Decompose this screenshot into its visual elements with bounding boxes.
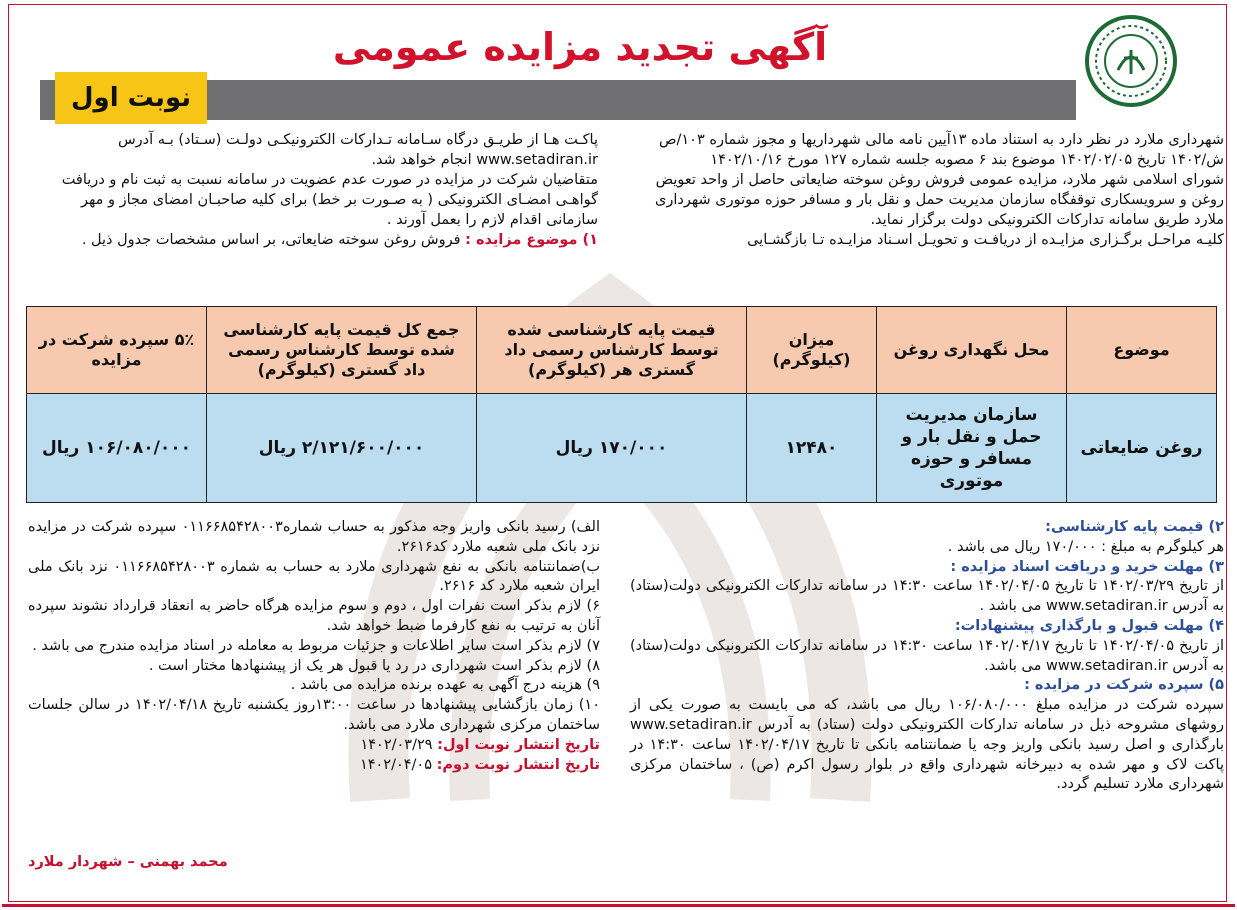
bottom-rule xyxy=(2,904,1235,907)
header-cell: محل نگهداری روغن xyxy=(877,307,1067,394)
term-item: ۹) هزینه درج آگهی به عهده برنده مزایده می باشد . xyxy=(290,677,600,694)
header-cell: میزان (کیلوگرم) xyxy=(747,307,877,394)
table-header-row xyxy=(27,307,1217,394)
terms-right xyxy=(630,518,1224,795)
publication-second-date: ۱۴۰۲/۰۴/۰۵ xyxy=(359,756,433,773)
table-cell: روغن ضایعاتی xyxy=(1067,394,1217,503)
header-cell: ۵٪ سپرده شرکت در مزایده xyxy=(27,307,207,394)
table-cell: ۱۷۰/۰۰۰ ریال xyxy=(477,394,747,503)
intro-line: متقاضیان شرکت در مزایده در صورت عدم عضویت در سامانه نسبت به ثبت نام و دریافت xyxy=(61,172,598,188)
first-round-badge: نوبت اول xyxy=(55,72,207,124)
intro-line: گواهـی امضـای الکترونیکی ( به صـورت بر خط) برای کلیه صاحبـان امضای مجاز و مهر xyxy=(80,192,598,208)
term-item: ۷) لازم بذکر است سایر اطلاعات و جزئیات مربوط به معامله در اسناد مزایده مندرج می باشد . xyxy=(32,637,600,654)
publication-first-date: ۱۴۰۲/۰۳/۲۹ xyxy=(360,736,433,753)
term-item: ۶) لازم بذکر است نفرات اول ، دوم و سوم مزایده هرگاه حاضر به انعقاد قرارداد نشوند سپرده آنان به ترتیب به نفع کارفرما ضبط خواهد شد. xyxy=(28,598,600,634)
mayor-signature: محمد بهمنی – شهردار ملارد xyxy=(28,854,228,870)
section-heading: ۳) مهلت خرید و دریافت اسناد مزایده : xyxy=(950,558,1224,575)
table-cell: ۱۲۴۸۰ xyxy=(747,394,877,503)
municipality-logo xyxy=(1084,14,1178,108)
publication-second xyxy=(28,756,600,776)
publication-second-label: تاریخ انتشار نوبت دوم: xyxy=(436,756,600,773)
table-cell: ۱۰۶/۰۸۰/۰۰۰ ریال xyxy=(27,394,207,503)
section-heading: ۴) مهلت قبول و بارگذاری پیشنهادات: xyxy=(954,617,1224,634)
term-item: ۱۰) زمان بازگشایی پیشنهادها در ساعت ۱۳:۰۰روز یکشنبه تاریخ ۱۴۰۲/۰۴/۱۸ در سالن جلسات ساختمان مرکزی شهرداری ملارد می باشد. xyxy=(28,697,600,733)
intro-left xyxy=(28,130,598,250)
header-cell: قیمت پایه کارشناسی شده توسط کارشناس رسمی داد گستری هر (کیلوگرم) xyxy=(477,307,747,394)
section-text: سپرده شرکت در مزایده مبلغ ۱۰۶/۰۸۰/۰۰۰ ریال می باشد، که می بایست به صورت یکی از روشهای مشروحه ذیل در سامانه تدارکات الکترونیکی دولت (ستاد) به آدرس www.setadiran.ir بارگذاری و اصل رسید بانکی واریز وجه یا ضمانتنامه بانکی تا تاریخ ۱۴۰۲/۰۴/۱۷ ساعت ۱۴:۳۰ در پاکت لاک و مهر شده به دبیرخانه شهرداری واقع در بلوار رسول اکرم (ص) ، ساختمان مرکزی شهرداری ملارد تسلیم گردد. xyxy=(630,697,1225,793)
publication-first-label: تاریخ انتشار نوبت اول: xyxy=(437,736,600,753)
term-item: الف) رسید بانکی واریز وجه مذکور به حساب شماره۰۱۱۶۶۸۵۴۲۸۰۰۳ سپرده شرکت در مزایده نزد بانک ملی شعبه ملارد کد۲۶۱۶. xyxy=(28,519,600,555)
table-cell: ۲/۱۲۱/۶۰۰/۰۰۰ ریال xyxy=(207,394,477,503)
publication-first xyxy=(28,736,600,756)
section-text: از تاریخ ۱۴۰۲/۰۴/۰۵ تا تاریخ ۱۴۰۲/۰۴/۱۷ ساعت ۱۴:۳۰ در سامانه تدارکات الکترونیکی دولت(ستاد) به آدرس www.setadiran.ir می باشد. xyxy=(630,637,1224,674)
term-item: ۸) لازم بذکر است شهرداری در رد یا قبول هر یک از پیشنهادها مختار است . xyxy=(148,657,600,674)
term-item: ب)ضمانتنامه بانکی به نفع شهرداری ملارد به حساب به شماره ۰۱۱۶۶۸۵۴۲۸۰۰۳ نزد بانک ملی ایران شعبه ملارد کد ۲۶۱۶. xyxy=(28,558,600,595)
section-heading: ۲) قیمت پایه کارشناسی: xyxy=(1045,519,1224,535)
intro-line: کلیـه مراحـل برگـزاری مزایـده از دریافـت و تحویـل اسـناد مزایـده تـا بازگشـایی xyxy=(747,232,1224,248)
intro-line: سازمانی اقدام لازم را بعمل آورند . xyxy=(386,212,598,228)
intro-line: ش/۱۴۰۲ تاریخ ۱۴۰۲/۰۲/۰۵ موضوع بند ۶ مصوبه جلسه شماره ۱۲۷ مورخ ۱۴۰۲/۱۰/۱۶ xyxy=(710,152,1224,168)
subject-line xyxy=(28,230,598,250)
intro-line: پاکـت هـا از طریـق درگاه سـامانه تـدارکات الکترونیکـی دولـت (سـتاد) بـه آدرس xyxy=(117,132,598,148)
page-title: آگهی تجدید مزایده عمومی xyxy=(332,25,828,69)
intro-line: شهرداری ملارد در نظر دارد به استناد ماده ۱۳آیین نامه مالی شهرداریها و مجوز شماره ۱۰۳/ص xyxy=(658,132,1224,148)
section-text: از تاریخ ۱۴۰۲/۰۳/۲۹ تا تاریخ ۱۴۰۲/۰۴/۰۵ ساعت ۱۴:۳۰ در سامانه تدارکات الکترونیکی دولت(ستاد) به آدرس www.setadiran.ir می باشد . xyxy=(630,578,1224,615)
intro-line: روغن و سرویسکاری توقفگاه سازمان مدیریت حمل و نقل بار و مسافر حوزه موتوری شهرداری xyxy=(654,192,1224,208)
intro-line: ملارد طریق سامانه تدارکات الکترونیکی دولت برگزار نماید. xyxy=(870,212,1224,228)
terms-left xyxy=(28,518,600,775)
intro-line: www.setadiran.ir انجام خواهد شد. xyxy=(371,152,598,168)
subject-text: فروش روغن سوخته ضایعاتی، بر اساس مشخصات جدول ذیل . xyxy=(81,232,461,248)
intro-line: شورای اسلامی شهر ملارد، مزایده عمومی فروش روغن سوخته ضایعاتی حاصل از واحد تعویض xyxy=(655,172,1224,188)
section-text: هر کیلوگرم به مبلغ : ۱۷۰/۰۰۰ ریال می باشد . xyxy=(947,538,1224,555)
table-cell: سازمان مدیریت حمل و نقل بار و مسافر و حوزه موتوری xyxy=(877,394,1067,503)
header-cell: موضوع xyxy=(1067,307,1217,394)
table-row xyxy=(27,394,1217,503)
section-heading: ۵) سپرده شرکت در مزایده : xyxy=(1024,677,1224,694)
header-cell: جمع کل قیمت پایه کارشناسی شده توسط کارشناس رسمی داد گستری (کیلوگرم) xyxy=(207,307,477,394)
intro-right xyxy=(630,130,1224,250)
subject-label: ۱) موضوع مزایده : xyxy=(465,232,598,248)
auction-table xyxy=(26,306,1217,503)
